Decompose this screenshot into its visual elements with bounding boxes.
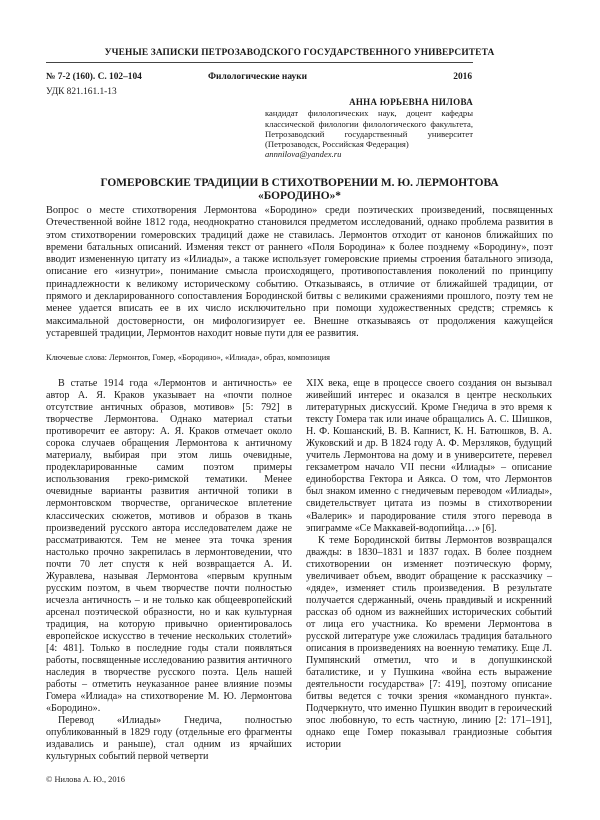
author-affiliation: кандидат филологических наук, доцент кафедры классической филологии филологического факультета, Петрозаводский государственный университет (Петрозаводск, Российская Федерация)	[265, 108, 473, 150]
article-title	[46, 177, 553, 203]
author-block	[265, 97, 473, 160]
paragraph: В статье 1914 года «Лермонтов и античность» ее автор А. Я. Краков указывает на «почти полное отсутствие античных образов, мотивов» [5: 792] в творчестве Лермонтова. Однако материал статьи противоречит ее автору: А. Я. Краков отмечает около сорока случаев обращения Лермонтова к античному материалу, выбирая при этом лишь очевидные, продекларированные самим поэтом примеры использования греко-римской тематики. Менее очевидные варианты развития античной топики в лермонтовском творчестве, органическое вплетение классических сюжетов, мотивов и образов в ткань произведений русского автора исследователем даже не рассматриваются. Тем не менее эта точка зрения настолько прочно закрепилась в лермонтоведении, что почти 70 лет спустя к ней возвращается А. И. Журавлева, называя Лермонтова «первым крупным русским поэтом, в чьем творчестве почти полностью исчезла античность – и не только как общеевропейский арсенал поэтической образности, но и как культурная традиция, на которую привычно ориентировалось европейское искусство в течение нескольких столетий» [4: 481]. Только в последние годы стали появляться работы, посвященные исследованию развития античного наследия в творчестве русского поэта. Цель нашей работы – отметить неуказанное ранее влияние поэмы Гомера «Илиада» на стихотворение М. Ю. Лермонтова «Бородино».	[46, 378, 292, 715]
paragraph: Перевод «Илиады» Гнедича, полностью опубликованный в 1829 году (отдельные его фрагменты издавались и раньше), стал одним из ярчайших культурных событий первой четверти	[46, 715, 292, 763]
body-column-left	[46, 378, 292, 764]
abstract: Вопрос о месте стихотворения Лермонтова «Бородино» среди поэтических произведений, посвященных Отечественной войне 1812 года, неоднократно становился предметом исследований, однако проблема развития в этом стихотворении гомеровских традиций даже не ставилась. Лермонтов отходит от канонов ближайших по времени батальных описаний. Изменяя текст от раннего «Поля Бородина» к более позднему «Бородину», поэт вводит измененную цитату из «Илиады», а также использует гомеровские приемы строения батального эпизода, описание его «изнутри», понимание смысла происходящего, противопоставления поколений по принципу принадлежности к великому историческому событию. Отказываясь, в отличие от ближайшей традиции, от прямого и декларированного сопоставления Бородинской битвы с великими сражениями прошлого, поэту тем не менее удается вписать ее в их число исключительно при помощи художественных средств; стремясь к максимальной достоверности, он мифологизирует ее. Внешне отказываясь от продолжения кажущейся устаревшей традиции, Лермонтов находит новые пути для ее развития.	[46, 205, 553, 339]
author-email[interactable]: annnilova@yandex.ru	[265, 149, 342, 160]
author-name: АННА ЮРЬЕВНА НИЛОВА	[349, 97, 473, 107]
issue-year: 2016	[453, 72, 472, 82]
header-rule	[46, 62, 473, 63]
body-column-right	[306, 378, 552, 751]
article-title-line2: «БОРОДИНО»*	[258, 190, 341, 202]
article-title-line1: ГОМЕРОВСКИЕ ТРАДИЦИИ В СТИХОТВОРЕНИИ М. Ю. ЛЕРМОНТОВА	[100, 177, 499, 189]
section-name: Филологические науки	[208, 72, 308, 82]
paragraph: XIX века, еще в процессе своего создания он вызывал живейший интерес и оказался в центре нескольких литературных дискуссий. Кроме Гнедича в это время к тексту Гомера так или иначе обращались А. С. Шишков, Н. Ф. Кошанский, В. В. Капнист, К. Н. Батюшков, В. А. Жуковский и др. В 1824 году А. Ф. Мерзляков, будущий учитель Лермонтова на дому и в университете, перевел гекзаметром начало VII песни «Илиады» – описание единоборства Гектора и Аякса. О том, что Лермонтов был знаком именно с гнедичевым переводом «Илиады», свидетельствует цитата из поэмы в стихотворении «Валерик» и пародирование стиля этого перевода в эпиграмме «Се Маккавей-водопийца…» [6].	[306, 378, 552, 534]
journal-title: УЧЕНЫЕ ЗАПИСКИ ПЕТРОЗАВОДСКОГО ГОСУДАРСТВЕННОГО УНИВЕРСИТЕТА	[104, 48, 495, 58]
issue-number: № 7-2 (160). С. 102–104	[46, 72, 142, 82]
paragraph: К теме Бородинской битвы Лермонтов возвращался дважды: в 1830–1831 и 1837 годах. В более позднем стихотворении он изменяет поэтическую форму, увеличивает объем, вводит обращение к рассказчику – «дяде», изменяет стиль произведения. В результате получается сдержанный, очень правдивый и искренний рассказ об одном из важнейших исторических событий от лица его участника. Ко времени Лермонтова в русской литературе уже сложилась традиция батального описания в произведениях на военную тематику. Еще Л. Пумпянский отметил, что и в допушкинской баталистике, и у Пушкина «война есть выражение деятельности государства» [7: 419], поэтому описание битвы ведется с точки зрения «командного пункта». Подчеркнуто, что именно Пушкин вводит в героический эпос любовную, то есть частную, линию [2: 171–191], однако еще Гомер показывал грандиозные события истории	[306, 534, 552, 751]
issue-line	[46, 72, 472, 82]
keywords: Ключевые слова: Лермонтов, Гомер, «Бородино», «Илиада», образ, композиция	[46, 353, 331, 362]
copyright: © Нилова А. Ю., 2016	[46, 775, 125, 784]
udk-code: УДК 821.161.1-13	[46, 87, 117, 97]
